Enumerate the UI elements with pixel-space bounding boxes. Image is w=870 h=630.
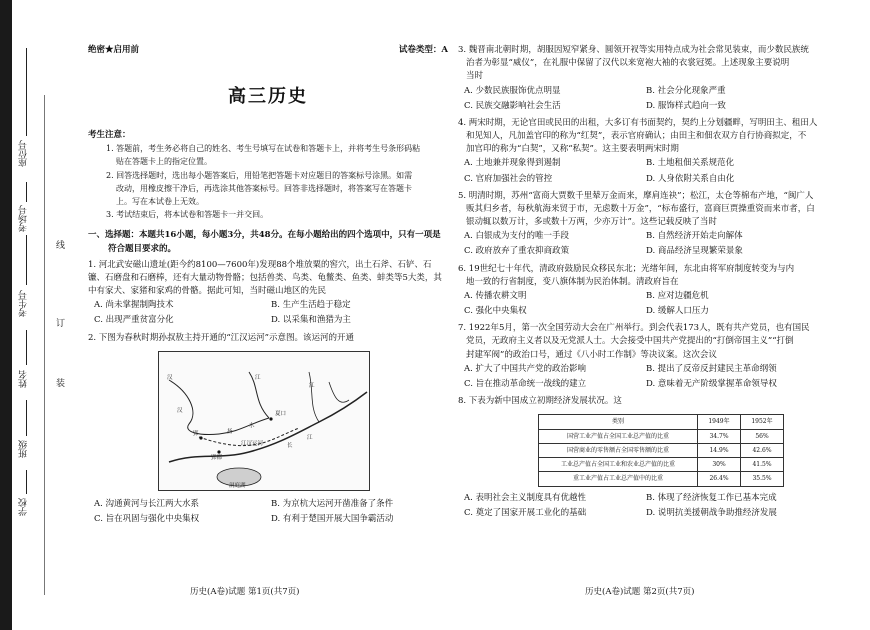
map-label: 汉 xyxy=(167,374,173,381)
map-label: 郢 xyxy=(193,430,199,437)
option-c[interactable]: C. 官府加强社会的管控 xyxy=(464,173,553,184)
question-4 xyxy=(458,117,828,157)
question-4-options xyxy=(458,156,828,186)
question-stem-line: 7. 1922年5月，第一次全国劳动大会在广州举行。到会代表173人，既有共产党员，也有国民 xyxy=(458,323,810,334)
question-5-options xyxy=(458,229,828,259)
option-d[interactable]: D. 以采集和渔猎为主 xyxy=(271,315,351,326)
exam-room-line xyxy=(26,182,27,202)
page-footer-left: 历史(A卷)试题 第1页(共7页) xyxy=(190,587,300,597)
table-cell: 国营工业产值占全国工业总产值的比重 xyxy=(539,429,698,443)
option-d[interactable]: D. 说明抗美援朝战争助推经济发展 xyxy=(646,507,777,518)
map-label: 洞庭湖 xyxy=(229,482,246,489)
option-d[interactable]: D. 人身依附关系自由化 xyxy=(646,173,735,184)
option-a[interactable]: A. 尚未掌握制陶技术 xyxy=(94,300,174,311)
question-8-options xyxy=(458,491,828,521)
page-footer-right: 历史(A卷)试题 第2页(共7页) xyxy=(585,587,695,597)
table-cell: 35.5% xyxy=(741,472,784,486)
option-b[interactable]: B. 生产生活趋于稳定 xyxy=(271,300,351,311)
option-b[interactable]: B. 应对边疆危机 xyxy=(646,290,709,301)
page-header xyxy=(88,44,448,57)
map-label: 江 xyxy=(307,434,313,441)
table-cell: 工业总产值占全国工业和农业总产值的比重 xyxy=(539,458,698,472)
notice-line: 1. 答题前，考生务必将自己的姓名、考生号填写在试卷和答题卡上，并将考生号条形码粘 xyxy=(106,144,421,154)
option-b[interactable]: B. 土地租佃关系规范化 xyxy=(646,158,735,169)
question-stem-line: 地一致的行省制度，变八旗体制为民治体制。清政府旨在 xyxy=(466,276,679,287)
option-b[interactable]: B. 提出了反帝反封建民主革命纲领 xyxy=(646,363,777,374)
table-cell: 56% xyxy=(741,429,784,443)
table-cell: 34.7% xyxy=(698,429,741,443)
option-c[interactable]: C. 旨在推动革命统一战线的建立 xyxy=(464,378,587,389)
option-d[interactable]: D. 缓解人口压力 xyxy=(646,306,709,317)
secret-label: 绝密★启用前 xyxy=(88,45,140,55)
exam-title: 高三历史 xyxy=(228,86,308,108)
paper-type-label: 试卷类型：A xyxy=(398,45,448,55)
map-label: 江 xyxy=(309,382,315,389)
binding-dashed-line xyxy=(44,95,45,595)
question-6-options xyxy=(458,289,828,319)
class-line xyxy=(26,400,27,436)
section-heading-cont: 符合题目要求的。 xyxy=(108,243,177,254)
question-stem-line: 4. 两宋时期，无论官田或民田的出租，大多订有书面契约，契约上分划疆畔，写明田主、租田人 xyxy=(458,117,818,128)
seat-number-line xyxy=(26,48,27,136)
question-stem-line: 中有家犬、家猪和家鸡的骨骼。据此可知，当时磁山地区的先民 xyxy=(88,286,327,297)
table-header: 1952年 xyxy=(741,415,784,429)
question-stem-line: 2. 下图为春秋时期孙叔敖主持开通的“江汉运河”示意图。该运河的开通 xyxy=(88,332,355,343)
map-label: 江汉运河 xyxy=(241,440,264,447)
economy-table xyxy=(538,414,784,486)
question-3-options xyxy=(458,84,828,114)
notice-heading: 考生注意： xyxy=(88,130,131,141)
table-cell: 41.5% xyxy=(741,458,784,472)
binding-char-ding: 订 xyxy=(56,319,66,329)
table-cell: 42.6% xyxy=(741,443,784,457)
question-6 xyxy=(458,263,828,289)
student-number-label: 考生号 xyxy=(19,290,29,317)
class-label: 班级 xyxy=(19,440,29,458)
table-header: 类别 xyxy=(539,415,698,429)
exam-room-label: 考场号 xyxy=(19,205,29,232)
option-c[interactable]: C. 奠定了国家开展工业化的基础 xyxy=(464,507,587,518)
question-stem-line: 贩其归乡者，每秋航海来贸于市，无虑数十万金”，“标布盛行，富商巨贾操重资而来市者，白 xyxy=(466,203,815,214)
binding-char-line: 线 xyxy=(56,241,66,251)
option-b[interactable]: B. 体现了经济恢复工作已基本完成 xyxy=(646,492,777,503)
map-label: 郢都 xyxy=(211,454,223,461)
question-stem-line: 加官印的称为“白契”，又称“私契”。这主要表明两宋时期 xyxy=(466,144,679,155)
question-stem-line: 党员，无政府主义者以及无党派人士。大会接受中国共产党提出的“打倒帝国主义”“打倒 xyxy=(466,336,794,347)
question-stem-line: 银动辄以数万计，多或数十万两，少亦万计”。这些记载反映了当时 xyxy=(466,217,717,228)
table-row xyxy=(539,443,784,457)
option-a[interactable]: A. 土地兼并现象得到遏制 xyxy=(464,158,561,169)
option-b[interactable]: B. 自然经济开始走向解体 xyxy=(646,231,743,242)
option-d[interactable]: D. 商品经济呈现繁荣景象 xyxy=(646,246,743,257)
option-a[interactable]: A. 扩大了中国共产党的政治影响 xyxy=(464,363,587,374)
option-a[interactable]: A. 白银成为支付的唯一手段 xyxy=(464,231,570,242)
notice-line: 2. 回答选择题时，选出每小题答案后，用铅笔把答题卡对应题目的答案标号涂黑。如需 xyxy=(106,170,413,180)
binding-black-bar xyxy=(0,0,12,630)
table-row xyxy=(539,429,784,443)
option-a[interactable]: A. 少数民族服饰优点明显 xyxy=(464,85,561,96)
option-b[interactable]: B. 社会分化现象严重 xyxy=(646,85,726,96)
option-c[interactable]: C. 强化中央集权 xyxy=(464,306,527,317)
jianghan-canal-map xyxy=(158,351,370,491)
option-a[interactable]: A. 传播农耕文明 xyxy=(464,290,527,301)
question-stem-line: 封建军阀”的政治口号，通过《八小时工作制》等决议案。这次会议 xyxy=(466,349,717,360)
map-drawing xyxy=(159,352,369,490)
question-stem-line: 3. 魏晋南北朝时期，胡服因短窄紧身、圆领开衩等实用特点成为社会常见装束，而少数民族统 xyxy=(458,45,809,55)
question-7-options xyxy=(458,362,828,392)
left-page xyxy=(88,44,448,527)
question-2 xyxy=(88,332,448,345)
notice-line: 贴在答题卡上的指定位置。 xyxy=(116,157,212,167)
school-label: 学校 xyxy=(19,498,29,516)
question-2-options xyxy=(88,497,448,527)
question-1 xyxy=(88,259,448,299)
option-d[interactable]: D. 服饰样式趋向一致 xyxy=(646,100,726,111)
map-label: 扬 xyxy=(227,428,233,435)
question-stem-line: 8. 下表为新中国成立初期经济发展状况。这 xyxy=(458,396,622,407)
notice-line: 改动，用橡皮擦干净后，再选涂其他答案标号。回答非选择题时，将答案写在答题卡 xyxy=(116,183,412,193)
name-label: 姓名 xyxy=(19,370,29,388)
question-1-options xyxy=(88,298,448,328)
question-stem-line: 治者为彰显“威仪”，在礼服中保留了汉代以来宽袍大袖的衣裳冠冕。上述现象主要说明 xyxy=(466,58,790,69)
option-a[interactable]: A. 沟通黄河与长江两大水系 xyxy=(94,498,200,509)
table-cell: 30% xyxy=(698,458,741,472)
option-c[interactable]: C. 民族交融影响社会生活 xyxy=(464,100,561,111)
binding-char-zhuang: 装 xyxy=(56,379,66,389)
option-b[interactable]: B. 为京杭大运河开凿准备了条件 xyxy=(271,498,394,509)
table-header-row xyxy=(539,415,784,429)
table-cell: 14.9% xyxy=(698,443,741,457)
option-a[interactable]: A. 表明社会主义制度具有优越性 xyxy=(464,492,587,503)
seat-number-label: 座位号 xyxy=(19,140,29,167)
map-label: 水 xyxy=(249,422,255,429)
student-number-line xyxy=(26,235,27,285)
right-page xyxy=(458,44,828,521)
table-header: 1949年 xyxy=(698,415,741,429)
question-5 xyxy=(458,190,828,230)
table-row xyxy=(539,458,784,472)
question-8 xyxy=(458,395,828,408)
name-line xyxy=(26,330,27,365)
question-3 xyxy=(458,44,828,84)
section-heading: 一、选择题：本题共16小题，每小题3分，共48分。在每小题给出的四个选项中，只有一项是 xyxy=(88,230,441,241)
option-c[interactable]: C. 政府放弃了重农抑商政策 xyxy=(464,246,570,257)
option-c[interactable]: C. 出现严重贫富分化 xyxy=(94,315,174,326)
map-label: 汉 xyxy=(177,407,183,414)
table-cell: 26.4% xyxy=(698,472,741,486)
notice-line: 上。写在本试卷上无效。 xyxy=(116,196,204,206)
notice-line: 3. 考试结束后，将本试卷和答题卡一并交回。 xyxy=(106,210,269,220)
option-d[interactable]: D. 有利于楚国开展大国争霸活动 xyxy=(271,513,394,524)
option-d[interactable]: D. 意味着无产阶级掌握革命领导权 xyxy=(646,378,777,389)
question-stem-line: 1. 河北武安磁山遗址(距今约8100—7600年)发现88个堆放粟的窖穴，出土石斧、石铲、石 xyxy=(88,259,432,270)
map-label: 江 xyxy=(255,374,261,381)
question-stem-line: 6. 19世纪七十年代，清政府鼓励民众移民东北；光绪年间，东北由将军府制度转变为与内 xyxy=(458,263,795,274)
table-cell: 国营商业的零售额占全国零售额的比重 xyxy=(539,443,698,457)
map-label: 长 xyxy=(287,442,293,449)
map-label: 夏口 xyxy=(275,410,287,417)
table-cell: 重工业产值占工业总产值中的比重 xyxy=(539,472,698,486)
question-stem-line: 5. 明清时期，苏州“富商大贾数千里辇万金而来，摩肩连袂”；松江，太仓等棉布产地，“闽广人 xyxy=(458,190,814,201)
question-stem-line: 镰、石磨盘和石磨棒，还有大量动物骨骼；包括兽类、鸟类、龟鳖类、鱼类、蚌类等5大类，其 xyxy=(88,272,442,283)
option-c[interactable]: C. 旨在巩固与强化中央集权 xyxy=(94,513,200,524)
table-row xyxy=(539,472,784,486)
school-line xyxy=(26,470,27,494)
question-stem-line: 当时 xyxy=(466,71,484,82)
question-7 xyxy=(458,322,828,362)
question-stem-line: 和见知人，凡加盖官印的称为“红契”，表示官府确认；由田主和佃农双方自行协商拟定，不 xyxy=(466,131,807,142)
